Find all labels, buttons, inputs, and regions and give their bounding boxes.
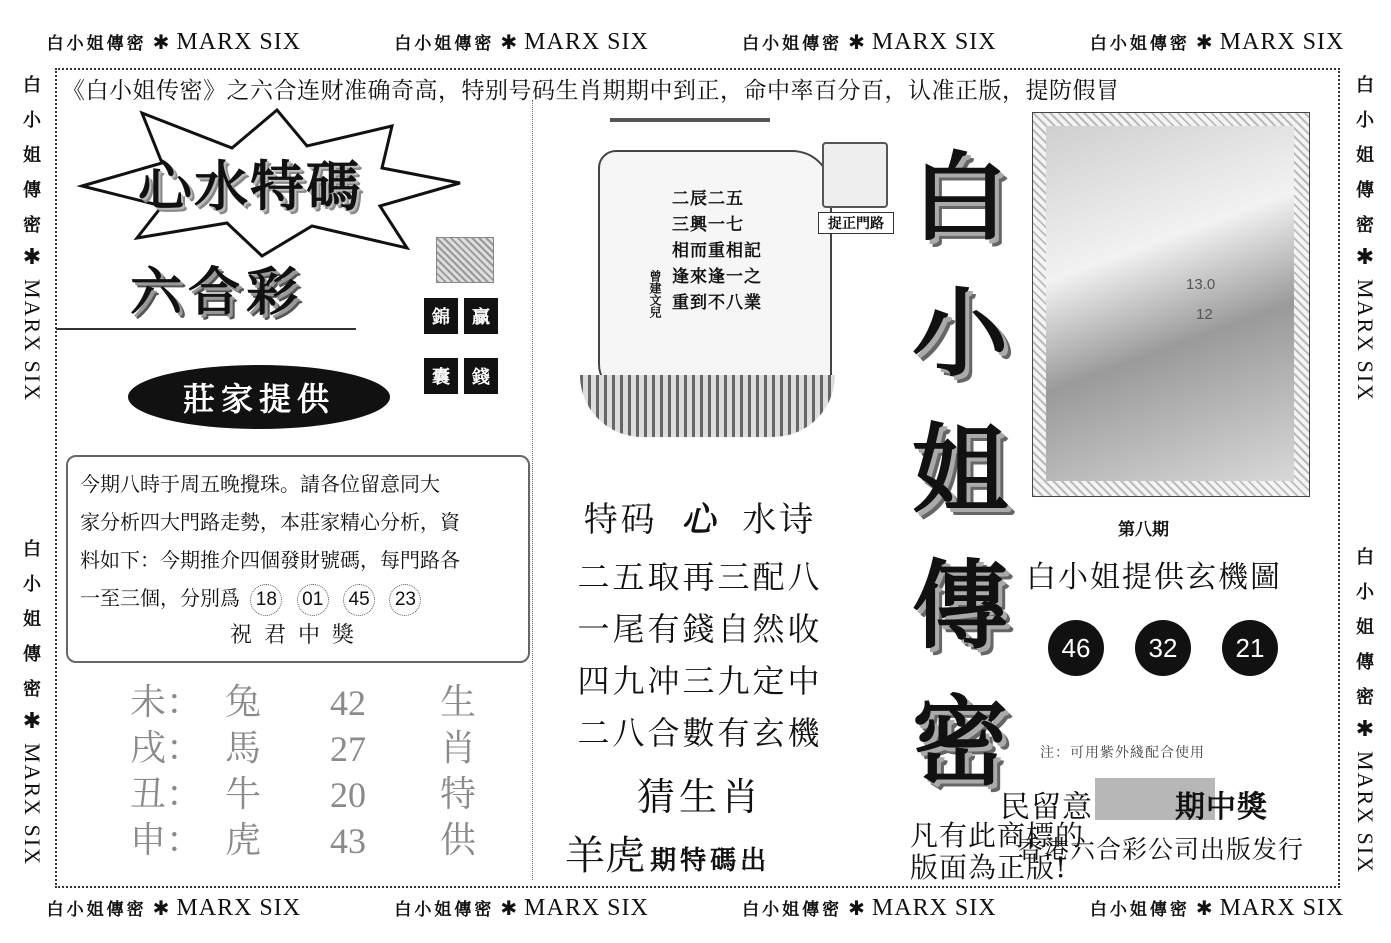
notice-line: 今期八時于周五晚攪珠。請各位留意同大 — [80, 472, 440, 496]
left-side-column-lower — [12, 532, 52, 866]
right-side-column-lower — [1345, 540, 1385, 874]
zodiac-row — [130, 680, 510, 726]
border-brand-item: 白小姐傳密 ✱ MARX SIX — [394, 28, 649, 55]
zodiac-branch: 申： — [130, 820, 203, 861]
side-char: 密 — [1356, 215, 1374, 236]
notice-line — [80, 579, 516, 617]
poem-line: 二五取再三配八 — [577, 558, 823, 596]
headline: 《白小姐传密》之六合连财准确奇高，特别号码生肖期期中到正，命中率百分百，认准正版，提防假冒 — [62, 78, 1120, 104]
zodiac-tag: 供 — [440, 820, 477, 861]
genuine-line: 版面為正版! — [910, 851, 1068, 884]
ship-poem-line: 重到不八業 — [672, 293, 762, 313]
slogan-part-a: 民留意 — [1000, 790, 1093, 825]
answer-suffix: 期特碼出 — [650, 846, 771, 876]
poem-title-part: 心 — [681, 500, 719, 540]
notice-line: 料如下：今期推介四個發財號碼，每門路各 — [80, 548, 460, 572]
ship-poem-line: 逢來逢一之 — [672, 267, 762, 287]
side-char: 小 — [1356, 110, 1374, 131]
number-ball: 45 — [343, 584, 375, 616]
side-char: 密 — [23, 679, 41, 700]
big-title-char: 白 — [912, 141, 1008, 254]
poem-title — [560, 492, 840, 541]
answer-animals: 羊虎 — [565, 833, 645, 879]
big-title-char: 密 — [912, 685, 1008, 798]
zodiac-number: 42 — [330, 683, 366, 723]
side-char: 傳 — [23, 180, 41, 201]
big-title-char: 傳 — [912, 549, 1008, 662]
zodiac-row — [130, 772, 510, 818]
big-title-char: 小 — [912, 277, 1008, 390]
zodiac-number: 43 — [330, 821, 366, 861]
side-char: 傳 — [1356, 180, 1374, 201]
border-brand-item: 白小姐傳密 ✱ MARX SIX — [46, 894, 302, 921]
side-char: 白 — [23, 539, 41, 560]
ship-hull — [580, 375, 835, 437]
badge-square: 贏 — [464, 298, 498, 334]
zodiac-tag: 生 — [440, 682, 477, 723]
zodiac-table — [130, 680, 510, 870]
number-ball-black: 21 — [1222, 620, 1278, 676]
side-char: 白 — [1356, 75, 1374, 96]
answer-line — [565, 824, 770, 881]
zodiac-number: 27 — [330, 729, 366, 769]
zodiac-animal: 牛 — [225, 774, 262, 815]
badge-square: 錦 — [424, 298, 458, 334]
guess-zodiac: 猜生肖 — [636, 775, 763, 819]
side-char: 姐 — [23, 145, 41, 166]
star-icon: ✱ — [22, 709, 42, 734]
ship-poem — [672, 186, 802, 316]
badge-square: 囊 — [424, 358, 458, 394]
side-char: 白 — [23, 75, 41, 96]
star-icon: ✱ — [1355, 717, 1375, 742]
border-brand-item: 白小姐傳密 ✱ MARX SIX — [742, 28, 997, 55]
side-char: 小 — [23, 110, 41, 131]
zodiac-animal: 馬 — [225, 728, 262, 769]
side-brand-en: MARX SIX — [20, 279, 45, 402]
tag-label: 捉正門路 — [818, 212, 894, 234]
big-title-char: 姐 — [912, 413, 1008, 526]
column-divider — [532, 100, 533, 880]
side-char: 密 — [23, 215, 41, 236]
side-char: 白 — [1356, 547, 1374, 568]
poem-line: 二八合數有玄機 — [577, 714, 823, 752]
ship-mast — [610, 118, 770, 122]
poem-title-part: 特码 — [583, 500, 658, 540]
border-brand-item: 白小姐傳密 ✱ MARX SIX — [46, 28, 302, 55]
side-brand-en: MARX SIX — [20, 743, 45, 866]
photo — [1046, 126, 1294, 481]
number-ball-black: 32 — [1135, 620, 1191, 676]
side-char: 姐 — [1356, 617, 1374, 638]
zodiac-branch: 丑： — [130, 774, 203, 815]
zodiac-tag: 肖 — [440, 728, 477, 769]
side-char: 傳 — [23, 644, 41, 665]
uv-note: 注：可用紫外綫配合使用 — [1040, 745, 1205, 761]
provider-oval: 莊家提供 — [128, 365, 390, 429]
zodiac-row — [130, 818, 510, 864]
side-char: 小 — [23, 574, 41, 595]
provider-label: 白小姐提供玄機圖 — [1026, 560, 1282, 595]
side-brand-en: MARX SIX — [1353, 751, 1378, 874]
side-char: 傳 — [1356, 652, 1374, 673]
star-title: 心水特碼 — [138, 154, 362, 218]
side-char: 姐 — [23, 609, 41, 630]
notice-footer: 祝君中獎 — [229, 623, 366, 648]
notice-line: 家分析四大門路走勢，本莊家精心分析，資 — [80, 510, 460, 534]
big-vertical-title — [905, 130, 1015, 810]
ship-poem-line: 三興一七 — [672, 215, 744, 235]
number-ball: 18 — [250, 584, 282, 616]
side-char: 密 — [1356, 687, 1374, 708]
zodiac-animal: 兔 — [225, 682, 262, 723]
left-side-column-upper — [12, 68, 52, 402]
zodiac-row — [130, 726, 510, 772]
side-brand-en: MARX SIX — [1353, 279, 1378, 402]
poem-line: 四九冲三九定中 — [577, 662, 823, 700]
border-brand-item: 白小姐傳密 ✱ MARX SIX — [394, 894, 649, 921]
side-char: 小 — [1356, 582, 1374, 603]
zodiac-branch: 未： — [130, 682, 203, 723]
border-brand-item: 白小姐傳密 ✱ MARX SIX — [1089, 894, 1345, 921]
star-icon: ✱ — [22, 245, 42, 270]
top-border-row — [0, 22, 1391, 62]
zodiac-tag: 特 — [440, 774, 477, 815]
border-brand-item: 白小姐傳密 ✱ MARX SIX — [742, 894, 997, 921]
notice-box — [66, 455, 530, 663]
zodiac-animal: 虎 — [225, 820, 262, 861]
photo-number: 13.0 — [1186, 276, 1216, 293]
issue-label: 第八期 — [1118, 520, 1169, 540]
trademark-line: 凡有此商標的 — [910, 819, 1085, 852]
slogan-part-b: 期中獎 — [1175, 790, 1268, 825]
badge-square: 錢 — [464, 358, 498, 394]
number-ball: 01 — [297, 584, 329, 616]
notice-prefix: 一至三個，分別爲 — [80, 586, 240, 610]
six-title: 六合彩 — [130, 262, 305, 323]
side-char: 姐 — [1356, 145, 1374, 166]
number-ball: 23 — [389, 584, 421, 616]
zodiac-number: 20 — [330, 775, 366, 815]
border-brand-item: 白小姐傳密 ✱ MARX SIX — [1089, 28, 1345, 55]
right-side-column-upper — [1345, 68, 1385, 402]
small-image — [436, 237, 494, 283]
zodiac-branch: 戌： — [130, 728, 203, 769]
ship-poem-line: 相而重相記 — [672, 241, 762, 261]
number-ball-black: 46 — [1048, 620, 1104, 676]
photo-number: 12 — [1196, 306, 1213, 323]
poem-title-part: 水诗 — [742, 500, 817, 540]
bottom-border-row — [0, 888, 1391, 928]
star-icon: ✱ — [1355, 245, 1375, 270]
publisher-line: 香港六合彩公司出版发行 — [1018, 835, 1305, 864]
poem-line: 一尾有錢自然收 — [577, 610, 823, 648]
ship-poem-line: 二辰二五 — [672, 189, 744, 209]
ship-side-text: 曾建文兒 — [648, 270, 662, 318]
title-underline — [56, 328, 356, 330]
hand-icon — [822, 142, 888, 208]
